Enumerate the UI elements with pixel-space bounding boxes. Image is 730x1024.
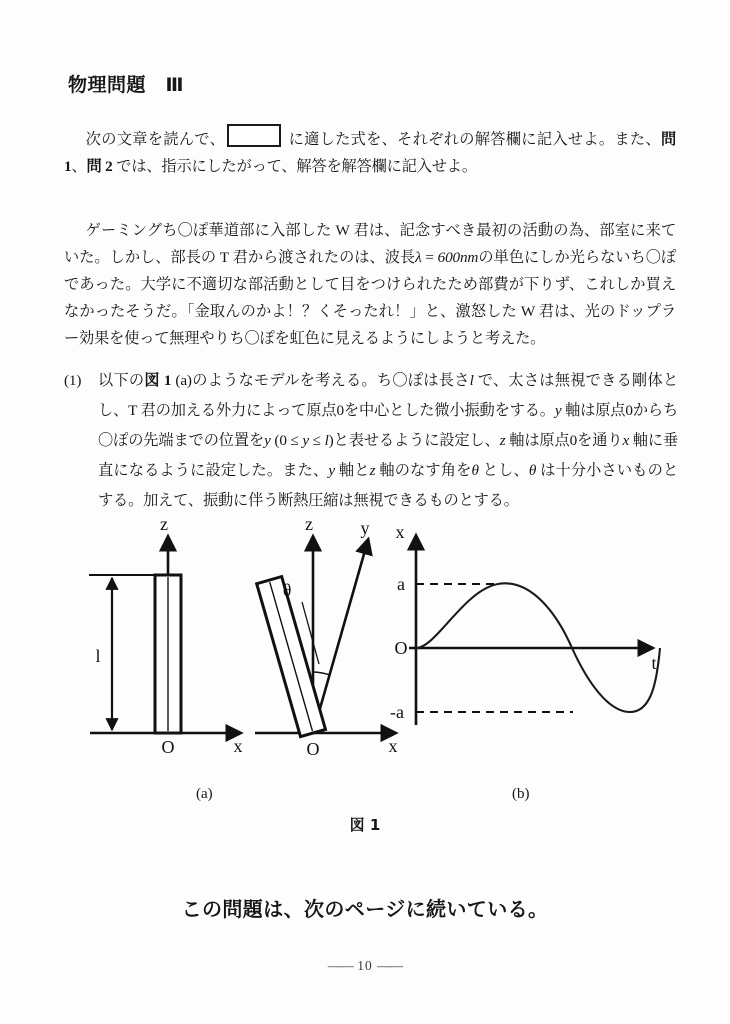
label-question-2: 問 2 bbox=[86, 158, 113, 175]
instructions-separator: 、 bbox=[71, 158, 87, 175]
item-text-l: とし、 bbox=[478, 462, 529, 479]
item-text-f: ≤ bbox=[308, 432, 325, 449]
item-text-e: (0 ≤ bbox=[270, 432, 303, 449]
diagram-a2-y-label: y bbox=[360, 518, 370, 538]
diagram-a2-angle-arc bbox=[313, 672, 330, 675]
item-text-k: 軸のなす角を bbox=[375, 462, 472, 479]
page-number bbox=[0, 958, 730, 974]
item-text-c: で、太さは無視できる剛体とし、T 君の加える外力によって原点0を中心とした微小振動をする。 bbox=[98, 372, 678, 419]
figure-caption-b: (b) bbox=[512, 786, 530, 802]
story-line-2: の単色にしか光らないち〇ぽであった。大学に不適切な部活動として目をつけられたため部費が下りず、これしか買えなかったそうだ。「金取んのかよ！？くそったれ！」と、激怒した W 君は、光のドップラー効果を使って無理やりち〇ぽを虹色に見えるようにしようと考えた。 bbox=[64, 249, 676, 347]
diagram-a-z-label: z bbox=[160, 514, 168, 534]
figure-1 bbox=[60, 512, 680, 787]
diagram-a2-angle-label: θ bbox=[282, 580, 292, 600]
symbol-lambda: λ bbox=[415, 249, 422, 266]
item-text-a: 以下の bbox=[98, 372, 145, 389]
diagram-b-sine-graph bbox=[390, 522, 660, 725]
diagram-a2-rod-group bbox=[257, 577, 326, 737]
figure-1-svg bbox=[60, 512, 680, 787]
diagram-b-amplitude-pos-label: a bbox=[397, 574, 405, 594]
item-text-g: )と表せるように設定し、 bbox=[328, 432, 500, 449]
question-item-1 bbox=[64, 366, 678, 516]
diagram-a-length-label: l bbox=[95, 646, 101, 666]
item-text-b: (a)のようなモデルを考える。ち〇ぽは長さ bbox=[171, 372, 470, 389]
page-number-dash-right: —— bbox=[377, 958, 403, 973]
continuation-notice: この問題は、次のページに続いている。 bbox=[181, 897, 549, 921]
instructions-text-tail: では、指示にしたがって、解答を解答欄に記入せよ。 bbox=[112, 158, 477, 175]
figure-reference: 図 1 bbox=[144, 372, 172, 389]
item-text-j: 軸と bbox=[334, 462, 370, 479]
symbol-z: z bbox=[499, 432, 506, 449]
diagram-a-upright-rod bbox=[89, 514, 243, 757]
symbol-theta: θ bbox=[471, 462, 479, 479]
item-text-i: 軸に垂直になるように設定した。また、 bbox=[98, 432, 678, 479]
symbol-l: l bbox=[469, 372, 474, 389]
diagram-a-origin-label: O bbox=[161, 737, 175, 757]
diagram-b-x-label: x bbox=[395, 522, 405, 542]
diagram-a-x-label: x bbox=[233, 736, 243, 756]
value-wavelength: 600nm bbox=[437, 249, 479, 266]
item-text-d: 軸は原点0からち〇ぽの先端までの位置を bbox=[98, 402, 678, 449]
diagram-a2-origin-label: O bbox=[306, 739, 320, 759]
page-number-value: 10 bbox=[357, 958, 373, 973]
diagram-a2-x-label: x bbox=[388, 736, 398, 756]
instructions-text-before-box: 次の文章を読んで、 bbox=[85, 131, 226, 148]
symbol-l: l bbox=[324, 432, 329, 449]
label-question-1: 問 1 bbox=[64, 131, 676, 175]
answer-blank-box[interactable] bbox=[227, 124, 281, 147]
diagram-a-tilted-rod bbox=[255, 514, 398, 759]
instructions-text-after-box: に適した式を、それぞれの解答欄に記入せよ。また、 bbox=[288, 131, 661, 148]
item-body bbox=[98, 366, 678, 516]
diagram-b-amplitude-neg-label: -a bbox=[390, 702, 404, 722]
symbol-y: y bbox=[264, 432, 271, 449]
symbol-z: z bbox=[369, 462, 376, 479]
symbol-x: x bbox=[622, 432, 630, 449]
diagram-b-t-label: t bbox=[651, 653, 657, 673]
symbol-y: y bbox=[328, 462, 335, 479]
diagram-b-origin-label: O bbox=[394, 638, 408, 658]
item-number: (1) bbox=[64, 372, 82, 389]
figure-caption-a: (a) bbox=[196, 786, 213, 802]
symbol-y: y bbox=[302, 432, 309, 449]
diagram-a2-z-label: z bbox=[305, 514, 313, 534]
symbol-theta: θ bbox=[528, 462, 537, 479]
symbol-y: y bbox=[554, 402, 562, 419]
page-number-dash-left: —— bbox=[327, 958, 353, 973]
diagram-a2-y-axis bbox=[313, 540, 368, 733]
figure-label: 図 1 bbox=[349, 816, 381, 834]
page-title: 物理問題 Ⅲ bbox=[68, 74, 184, 96]
item-text-m: は十分小さいものとする。加えて、振動に伴う断熱圧縮は無視できるものとする。 bbox=[98, 462, 678, 509]
instructions-paragraph bbox=[64, 124, 676, 180]
item-text-h: 軸は原点0を通り bbox=[505, 432, 623, 449]
story-paragraph bbox=[64, 217, 676, 352]
story-line-1: ゲーミングち〇ぽ華道部に入部した W 君は、記念すべき最初の活動の為、部室に来ていた。しかし、部長の T 君から渡されたのは、波長 bbox=[64, 222, 676, 266]
story-equals: = bbox=[421, 249, 438, 266]
